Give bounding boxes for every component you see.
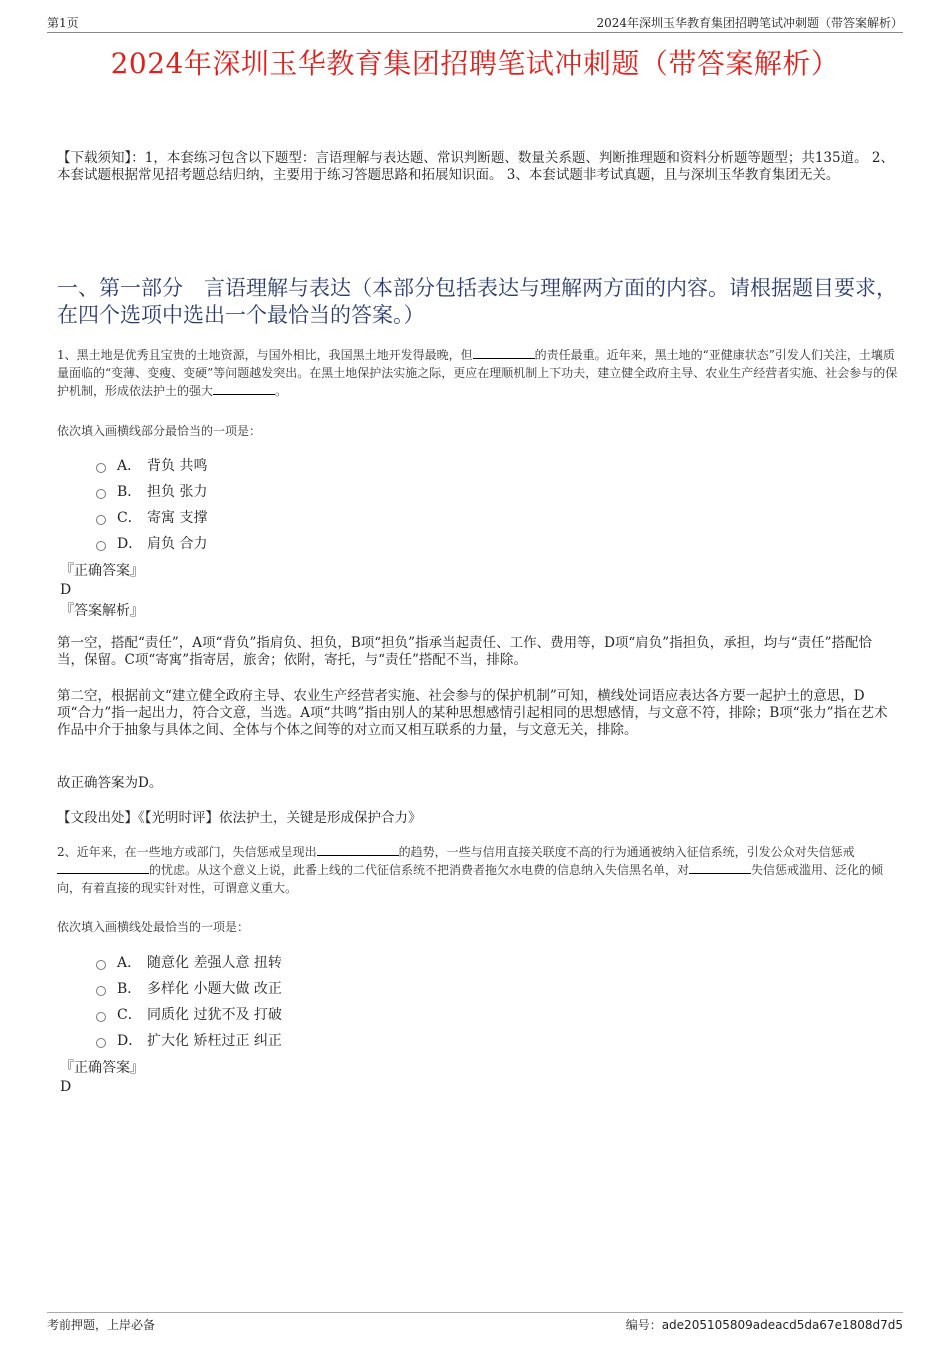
analysis-paragraph: 第二空，根据前文“建立健全政府主导、农业生产经营者实施、社会参与的保护机制”可知，横线处词语应表达各方要一起护土的意思，D项“合力”指一起出力，符合文意，当选。A项“共鸣”指由别人的某种思想感情引起相同的思想感情，与文意不符，排除；B项“张力”指在艺术作品中介于抽象与具体之间、全体与个体之间等的对立而又相互联系的力量，与文意无关，排除。 — [57, 688, 888, 738]
analysis-paragraph: 第一空，搭配“责任”，A项“背负”指肩负、担负，B项“担负”指承当起责任、工作、费用等，D项“肩负”指担负，承担，均与“责任”搭配恰当，保留。C项“寄寓”指寄居，旅舍；依附，寄托，与“责任”搭配不当，排除。 — [57, 635, 873, 668]
radio-icon[interactable] — [96, 541, 106, 551]
answer-label: 『正确答案』 — [60, 563, 144, 579]
analysis-conclusion: 故正确答案为D。 — [57, 775, 163, 791]
option-c[interactable]: C． 寄寓 支撑 — [96, 505, 207, 531]
page-header — [47, 14, 903, 33]
download-notice: 【下载须知】：1，本套练习包含以下题型：言语理解与表达题、常识判断题、数量关系题、判断推理题和资料分析题等题型；共135道。 2、本套试题根据常见招考题总结归纳，主要用于练习答题思路和拓展知识面。 3、本套试题非考试真题，且与深圳玉华教育集团无关。 — [57, 150, 894, 183]
answer-label: 『正确答案』 — [60, 1060, 144, 1076]
radio-icon[interactable] — [96, 986, 106, 996]
question-1-text: 1、黑土地是优秀且宝贵的土地资源，与国外相比，我国黑土地开发得最晚，但 的责任最重。近年来，黑土地的“亚健康状态”引发人们关注，土壤质量面临的“变薄、变瘦、变硬”等问题越发突出。在黑土地保护法实施之际，更应在理顺机制上下功夫，建立健全政府主导、农业生产经营者实施、社会参与的保护机制，形成依法护土的强大 。 — [57, 348, 898, 398]
option-c[interactable]: C． 同质化 过犹不及 打破 — [96, 1002, 282, 1028]
radio-icon[interactable] — [96, 960, 106, 970]
radio-icon[interactable] — [96, 1012, 106, 1022]
radio-icon[interactable] — [96, 463, 106, 473]
option-d[interactable]: D． 肩负 合力 — [96, 531, 207, 557]
radio-icon[interactable] — [96, 515, 106, 525]
option-d[interactable]: D． 扩大化 矫枉过正 纠正 — [96, 1028, 282, 1054]
answer-blank — [689, 862, 751, 874]
answer-blank — [213, 383, 275, 395]
footer-slogan: 考前押题，上岸必备 — [47, 1318, 156, 1332]
source-citation: 【文段出处】《【光明时评】依法护土，关键是形成保护合力》 — [57, 810, 422, 826]
option-a[interactable]: A． 随意化 差强人意 扭转 — [96, 950, 282, 976]
answer-blank — [317, 844, 399, 856]
document-id: 编号：ade205105809adeacd5da67e1808d7d5 — [625, 1318, 903, 1332]
question-1-prompt: 依次填入画横线部分最恰当的一项是： — [57, 424, 262, 438]
option-b[interactable]: B． 多样化 小题大做 改正 — [96, 976, 282, 1002]
question-2-options — [96, 950, 282, 1054]
option-a[interactable]: A． 背负 共鸣 — [96, 453, 207, 479]
question-2-text: 2、近年来，在一些地方或部门，失信惩戒呈现出 的趋势，一些与信用直接关联度不高的行为通通被纳入征信系统，引发公众对失信惩戒的忧虑。从这个意义上说，此番上线的二代征信系统不把消费者拖欠水电费的信息纳入失信黑名单，对 失信惩戒滥用、泛化的倾向，有着直接的现实针对性，可谓意义重大。 — [57, 845, 884, 895]
page-number: 第1页 — [47, 16, 79, 30]
header-title: 2024年深圳玉华教育集团招聘笔试冲刺题（带答案解析） — [596, 16, 903, 30]
answer-value: D — [60, 1079, 72, 1095]
radio-icon[interactable] — [96, 1038, 106, 1048]
answer-blank — [473, 347, 535, 359]
section-heading: 一、第一部分 言语理解与表达（本部分包括表达与理解两方面的内容。请根据题目要求，在四个选项中选出一个最恰当的答案。） — [57, 276, 897, 327]
question-2-prompt: 依次填入画横线处最恰当的一项是： — [57, 920, 250, 934]
option-b[interactable]: B． 担负 张力 — [96, 479, 207, 505]
document-title: 2024年深圳玉华教育集团招聘笔试冲刺题（带答案解析） — [110, 47, 840, 80]
question-1-options — [96, 453, 207, 557]
analysis-label: 『答案解析』 — [60, 603, 144, 619]
answer-blank — [57, 862, 149, 874]
radio-icon[interactable] — [96, 489, 106, 499]
page-footer — [47, 1312, 903, 1332]
answer-value: D — [60, 582, 72, 598]
